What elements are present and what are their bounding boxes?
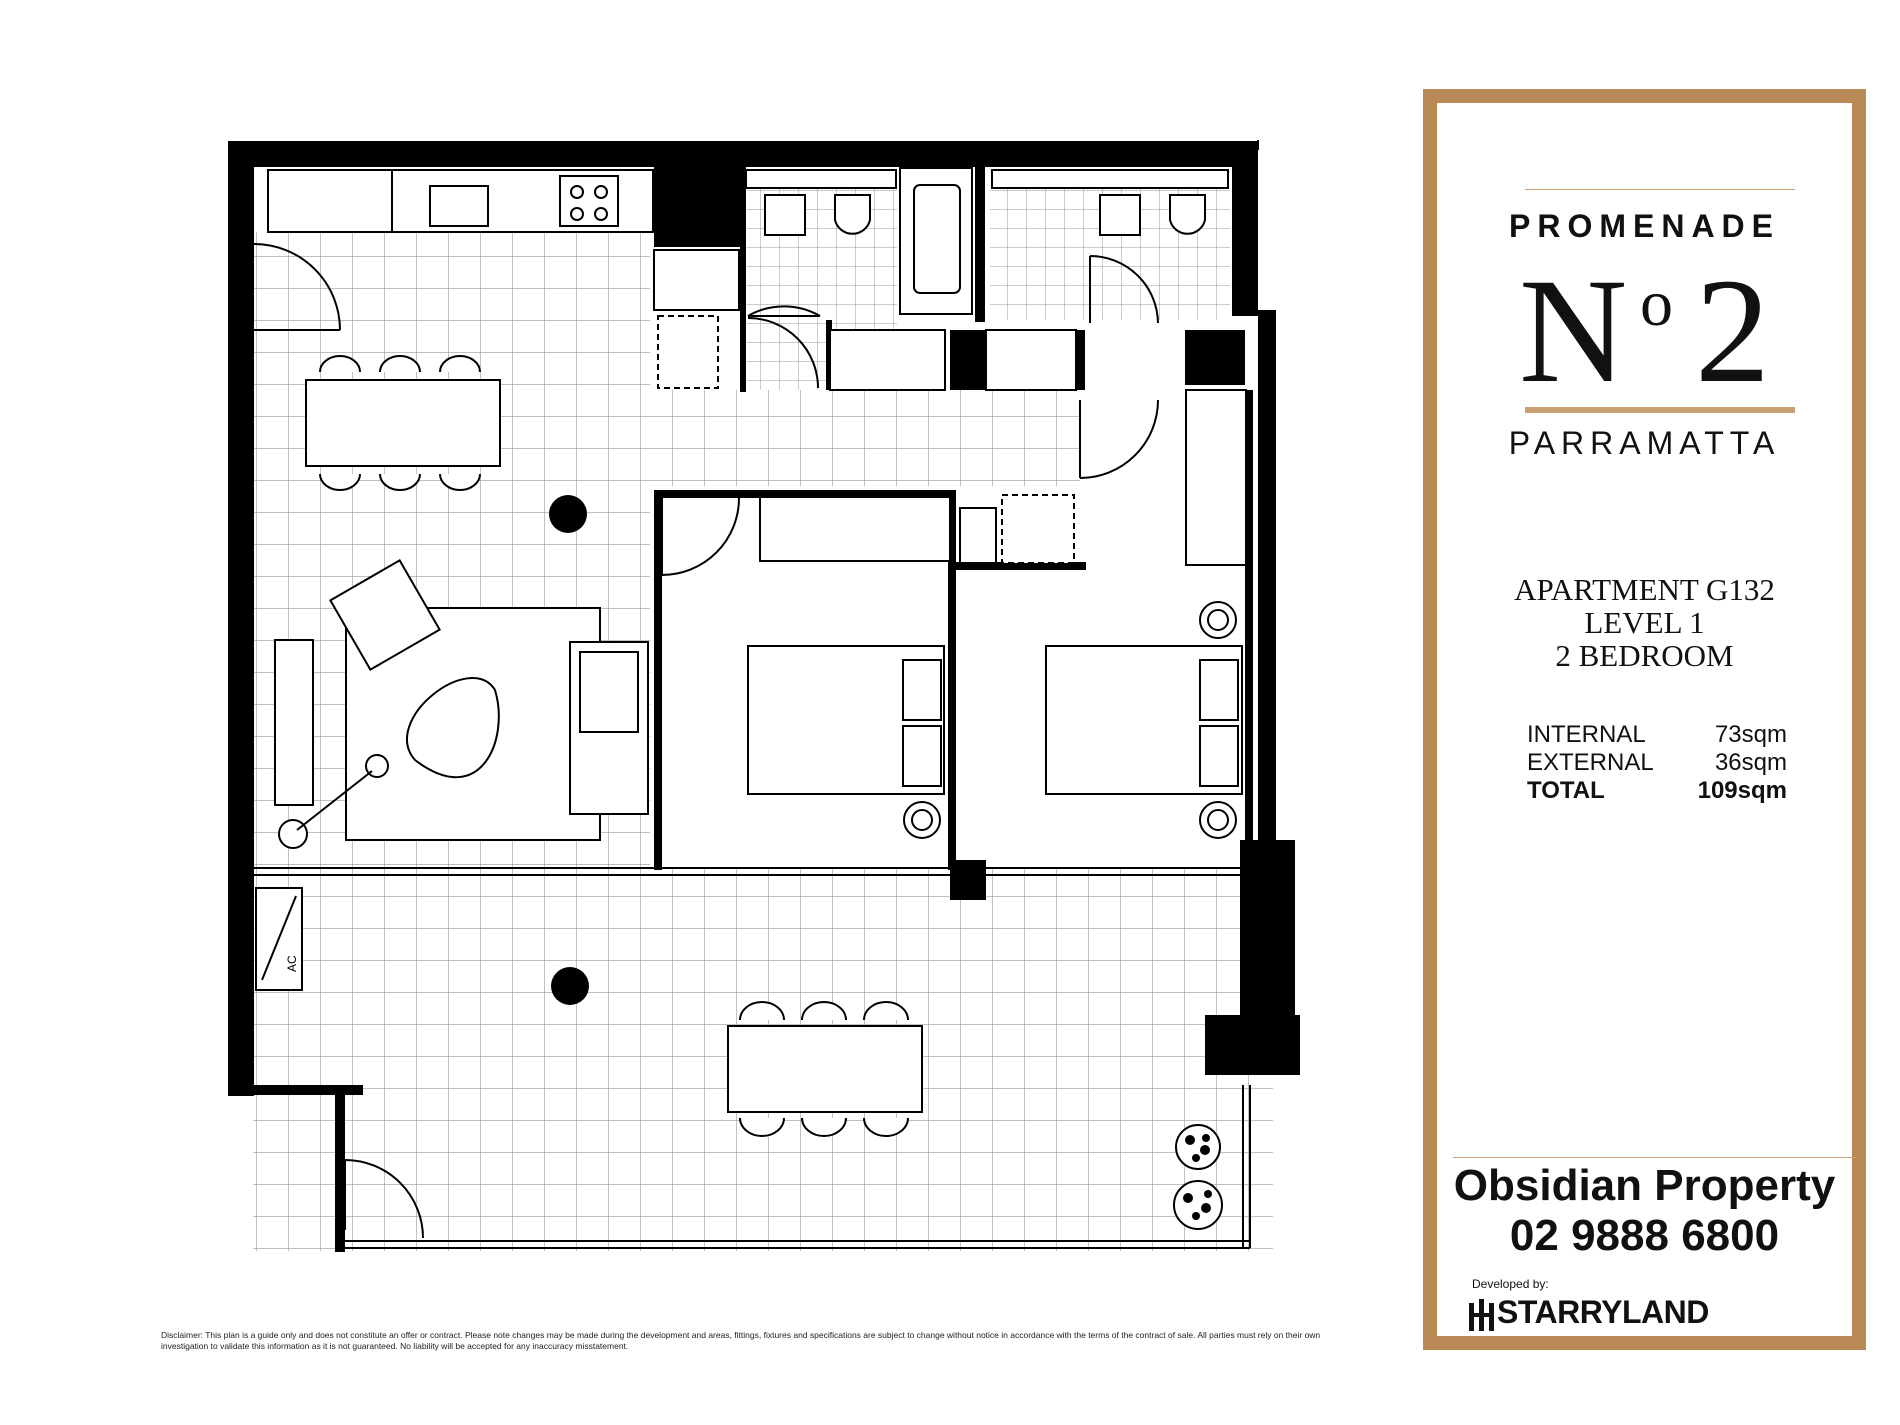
divider-top bbox=[1525, 189, 1795, 190]
developer-logo-icon bbox=[1467, 1295, 1497, 1335]
agent-phone: 02 9888 6800 bbox=[1509, 1211, 1780, 1260]
agent-name: Obsidian Property bbox=[1453, 1161, 1836, 1210]
apartment-level: LEVEL 1 bbox=[1584, 605, 1705, 640]
developer-label: Developed by: bbox=[1472, 1277, 1549, 1291]
brand-line-2: PARRAMATTA bbox=[1508, 425, 1781, 461]
column bbox=[551, 967, 589, 1005]
bedroom-1-bed bbox=[748, 497, 950, 838]
disclaimer: Disclaimer: This plan is a guide only and does not constitute an offer or contract. Please note changes may be made during the development and areas, fittings, fixtures and specifications are subject to change without notice in accordance with the terms of the contract of sale. All parties must rely on their own investigation to validate this information as it is not guaranteed. No liability will be accepted for any inaccuracy misstatement. bbox=[161, 1330, 1321, 1351]
area-label: INTERNAL bbox=[1527, 721, 1646, 748]
ac-label: AC bbox=[285, 955, 299, 972]
developer-name: STARRYLAND bbox=[1497, 1294, 1709, 1330]
apartment-name: APARTMENT G132 bbox=[1514, 572, 1775, 607]
ac-unit bbox=[256, 888, 302, 990]
area-value: 73sqm bbox=[1714, 721, 1787, 748]
brand-line-1: PROMENADE bbox=[1508, 208, 1780, 244]
area-value: 36sqm bbox=[1714, 749, 1787, 776]
info-panel bbox=[1423, 89, 1866, 1350]
column bbox=[549, 495, 587, 533]
brand-number-logo bbox=[1437, 243, 1852, 393]
svg-text:2: 2 bbox=[1695, 248, 1770, 393]
area-label: TOTAL bbox=[1527, 777, 1605, 804]
divider-agent bbox=[1453, 1157, 1857, 1158]
area-value: 109sqm bbox=[1697, 777, 1787, 804]
svg-text:o: o bbox=[1640, 267, 1673, 340]
svg-text:N: N bbox=[1519, 248, 1628, 393]
area-label: EXTERNAL bbox=[1527, 749, 1654, 776]
apartment-type: 2 BEDROOM bbox=[1555, 638, 1734, 673]
divider-brand bbox=[1525, 407, 1795, 413]
